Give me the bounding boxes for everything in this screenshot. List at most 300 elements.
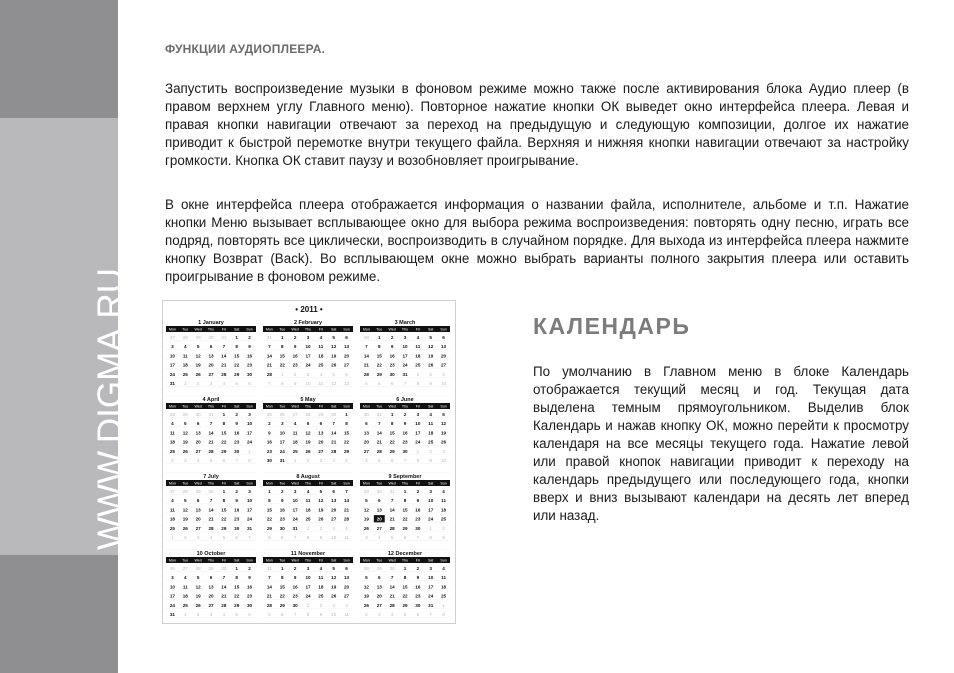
- day-number: 25: [182, 371, 188, 377]
- day-number: 5: [196, 344, 200, 350]
- day-number: 29: [389, 448, 395, 454]
- day-number: 5: [378, 458, 381, 463]
- day-number: 20: [318, 439, 324, 445]
- day-number: 19: [182, 516, 188, 522]
- day-number: 16: [292, 353, 298, 359]
- day-number: 2: [416, 489, 420, 494]
- day-number: 28: [182, 335, 188, 340]
- day-number: 7: [293, 612, 297, 617]
- day-number: 28: [376, 448, 382, 454]
- day-number: 20: [331, 507, 337, 513]
- day-number: 10: [247, 498, 253, 504]
- day-number: 10: [305, 344, 311, 350]
- day-number: 19: [363, 516, 369, 522]
- day-number: 23: [247, 593, 253, 599]
- weekday-label: Fri: [415, 327, 420, 332]
- day-number: 7: [209, 498, 213, 504]
- day-number: 30: [363, 412, 369, 417]
- day-number: 2: [235, 412, 238, 417]
- weekday-label: Sun: [440, 404, 447, 409]
- day-number: 3: [209, 612, 213, 617]
- day-number: 14: [376, 430, 382, 436]
- day-number: 2: [293, 371, 297, 377]
- day-number: 8: [429, 535, 432, 540]
- day-number: 22: [389, 439, 395, 445]
- day-number: 23: [402, 439, 408, 445]
- day-number: 7: [222, 344, 226, 350]
- day-number: 26: [331, 362, 337, 368]
- day-number: 6: [378, 498, 381, 504]
- day-number: 21: [331, 439, 337, 445]
- day-number: 15: [402, 584, 408, 590]
- day-number: 16: [279, 507, 285, 513]
- weekday-label: Thu: [401, 481, 409, 486]
- day-number: 15: [402, 507, 408, 513]
- day-number: 31: [376, 412, 382, 417]
- weekday-label: Tue: [279, 558, 286, 563]
- day-number: 12: [331, 344, 337, 350]
- day-number: 17: [428, 584, 434, 590]
- day-number: 21: [376, 439, 382, 445]
- day-number: 25: [182, 602, 188, 608]
- day-number: 29: [221, 525, 227, 531]
- day-number: 12: [182, 507, 188, 513]
- day-number: 27: [376, 602, 382, 608]
- weekday-label: Thu: [401, 404, 409, 409]
- day-number: 3: [429, 489, 432, 494]
- day-number: 10: [441, 381, 447, 386]
- day-number: 7: [222, 575, 226, 581]
- day-number: 1: [281, 371, 284, 377]
- day-number: 25: [441, 516, 447, 522]
- day-number: 4: [416, 335, 420, 340]
- day-number: 6: [281, 535, 284, 540]
- day-number: 1: [268, 489, 271, 494]
- day-number: 26: [318, 516, 324, 522]
- day-number: 15: [389, 430, 395, 436]
- day-number: 27: [208, 602, 214, 608]
- day-number: 2: [293, 566, 297, 571]
- day-number: 31: [266, 335, 272, 340]
- month-title: 11 November: [290, 551, 326, 557]
- day-number: 30: [234, 448, 240, 454]
- day-number: 5: [332, 371, 335, 377]
- weekday-label: Sat: [234, 404, 240, 409]
- day-number: 31: [208, 412, 214, 417]
- day-number: 4: [429, 412, 432, 417]
- weekday-label: Fri: [318, 404, 323, 409]
- day-number: 14: [208, 430, 214, 436]
- day-number: 28: [221, 602, 227, 608]
- day-number: 7: [365, 344, 368, 350]
- day-number: 5: [365, 575, 368, 581]
- day-number: 16: [415, 507, 421, 513]
- day-number: 18: [441, 507, 447, 513]
- day-number: 7: [403, 381, 407, 386]
- day-number: 5: [345, 458, 348, 463]
- day-number: 10: [415, 421, 421, 427]
- day-number: 27: [344, 593, 350, 599]
- day-number: 16: [389, 353, 395, 359]
- day-number: 13: [441, 344, 447, 350]
- day-number: 16: [247, 353, 253, 359]
- day-number: 29: [376, 371, 382, 377]
- day-number: 14: [389, 507, 395, 513]
- day-number: 4: [319, 335, 323, 340]
- day-number: 5: [332, 566, 335, 571]
- weekday-label: Tue: [376, 404, 383, 409]
- day-number: 31: [279, 458, 285, 463]
- day-number: 24: [428, 516, 434, 522]
- day-number: 14: [221, 353, 227, 359]
- day-number: 11: [318, 344, 324, 350]
- day-number: 2: [442, 525, 445, 531]
- day-number: 11: [182, 584, 188, 590]
- day-number: 19: [195, 362, 201, 368]
- day-number: 14: [331, 430, 337, 436]
- day-number: 12: [428, 344, 434, 350]
- weekday-label: Mon: [362, 327, 370, 332]
- day-number: 2: [429, 448, 432, 454]
- weekday-label: Sat: [428, 481, 434, 486]
- month-title: 2 February: [293, 320, 323, 326]
- day-number: 11: [441, 575, 447, 581]
- day-number: 17: [169, 593, 175, 599]
- day-number: 14: [389, 584, 395, 590]
- day-number: 18: [169, 439, 175, 445]
- day-number: 24: [305, 593, 311, 599]
- day-number: 1: [235, 335, 238, 340]
- day-number: 14: [221, 584, 227, 590]
- weekday-label: Sat: [234, 481, 240, 486]
- day-number: 20: [376, 593, 382, 599]
- day-number: 30: [376, 489, 382, 494]
- weekday-label: Tue: [182, 327, 189, 332]
- day-number: 6: [248, 381, 251, 386]
- day-number: 8: [222, 421, 226, 427]
- day-number: 10: [305, 381, 311, 386]
- month-title: 6 June: [396, 397, 414, 403]
- day-number: 9: [293, 344, 297, 350]
- day-number: 11: [428, 421, 434, 427]
- day-number: 2: [196, 381, 200, 386]
- day-number: 21: [208, 439, 214, 445]
- day-number: 7: [390, 575, 394, 581]
- day-number: 23: [292, 362, 298, 368]
- day-number: 8: [306, 612, 310, 617]
- day-number: 29: [182, 412, 188, 417]
- day-number: 2: [306, 458, 310, 463]
- day-number: 22: [266, 516, 272, 522]
- day-number: 9: [293, 575, 297, 581]
- day-number: 21: [221, 362, 227, 368]
- day-number: 25: [305, 516, 311, 522]
- day-number: 11: [318, 575, 324, 581]
- day-number: 3: [416, 412, 420, 417]
- day-number: 2: [293, 335, 297, 340]
- weekday-label: Mon: [168, 327, 176, 332]
- weekday-label: Tue: [279, 481, 286, 486]
- day-number: 1: [416, 448, 420, 454]
- day-number: 7: [332, 421, 335, 427]
- weekday-label: Sat: [428, 404, 434, 409]
- day-number: 27: [195, 525, 201, 531]
- weekday-label: Wed: [388, 558, 396, 563]
- day-number: 8: [235, 575, 238, 581]
- day-number: 11: [441, 498, 447, 504]
- day-number: 13: [344, 381, 350, 386]
- day-number: 30: [389, 371, 395, 377]
- day-number: 13: [376, 584, 382, 590]
- day-number: 26: [305, 448, 311, 454]
- day-number: 20: [363, 439, 369, 445]
- day-number: 18: [415, 353, 421, 359]
- day-number: 23: [234, 516, 240, 522]
- day-number: 3: [306, 566, 310, 571]
- day-number: 3: [306, 371, 310, 377]
- day-number: 4: [222, 381, 226, 386]
- weekday-label: Wed: [291, 327, 299, 332]
- day-number: 1: [306, 602, 310, 608]
- weekday-label: Wed: [291, 558, 299, 563]
- day-number: 9: [268, 430, 271, 436]
- day-number: 4: [209, 535, 213, 540]
- day-number: 4: [184, 575, 187, 581]
- day-number: 2: [171, 458, 174, 463]
- day-number: 25: [169, 448, 175, 454]
- day-number: 4: [390, 612, 394, 617]
- day-number: 8: [306, 535, 310, 540]
- sidebar: [0, 0, 130, 673]
- audio-paragraph-1: Запустить воспроизведение музыки в фоновом режиме можно также после активирования блока Аудио плеер (в правом верхнем углу Главного меню). Повторное нажатие кнопки ОК выведет окно интерфейса плеера. Левая и правая кнопки навигации отвечают за переход на предыдущую и следующую композиции, долгое их нажатие приводит к быстрой перемотке внутри текущего файла. Верхняя и нижняя кнопки навигации отвечают за настройку громкости. Кнопка ОК ставит паузу и возобновляет проигрывание.: [165, 81, 909, 168]
- day-number: 2: [248, 335, 251, 340]
- day-number: 14: [266, 584, 272, 590]
- weekday-label: Tue: [182, 404, 189, 409]
- day-number: 10: [402, 344, 408, 350]
- day-number: 28: [363, 371, 369, 377]
- weekday-label: Sun: [440, 481, 447, 486]
- day-number: 2: [268, 421, 271, 427]
- day-number: 31: [428, 602, 434, 608]
- weekday-label: Wed: [194, 327, 202, 332]
- weekday-label: Thu: [207, 404, 215, 409]
- day-number: 30: [195, 412, 201, 417]
- day-number: 15: [234, 584, 240, 590]
- calendar-paragraph: По умолчанию в Главном меню в блоке Календарь отображается текущий месяц и год. Текущая дата выделена темным прямоугольником. Выделив блок Календарь и нажав кнопку ОК, можно перейти к просмотру календаря на все месяцы текущего года. Нажатие левой или правой кнопок навигации приводит к переходу на календарь предыдущего или последующего года, кнопки вверх и вниз вызывают календари на десять лет вперед или назад.: [533, 364, 909, 523]
- day-number: 2: [235, 489, 238, 494]
- day-number: 10: [305, 575, 311, 581]
- day-number: 4: [293, 421, 297, 427]
- day-number: 5: [235, 612, 238, 617]
- day-number: 10: [279, 430, 285, 436]
- day-number: 5: [268, 535, 271, 540]
- day-number: 3: [442, 448, 445, 454]
- day-number: 8: [281, 344, 284, 350]
- day-number: 12: [305, 430, 311, 436]
- day-number: 12: [363, 507, 369, 513]
- day-number: 5: [365, 498, 368, 504]
- day-number: 13: [363, 430, 369, 436]
- day-number: 4: [442, 566, 445, 571]
- day-number: 11: [344, 535, 349, 540]
- day-number: 7: [235, 458, 238, 463]
- day-number: 28: [208, 525, 214, 531]
- day-number: 30: [389, 566, 395, 571]
- month-title: 8 August: [296, 474, 320, 480]
- month-title: 9 September: [388, 474, 422, 480]
- day-number: 23: [292, 593, 298, 599]
- site-url-text: WWW.DIGMA.RU: [91, 268, 130, 550]
- day-number: 9: [390, 344, 394, 350]
- day-number: 24: [415, 439, 421, 445]
- day-number: 29: [376, 566, 382, 571]
- day-number: 11: [182, 353, 188, 359]
- day-number: 10: [247, 421, 253, 427]
- day-number: 28: [208, 448, 214, 454]
- audio-paragraph-2: В окне интерфейса плеера отображается информация о названии файла, исполнителе, альбоме и т.п. Нажатие кнопки Меню вызывает всплывающее окно для выбора режима воспроизведения: повторять одну песню, играть все подряд, повторять все циклически, воспроизводить в случайном порядке. Для выхода из интерфейса плеера нажмите кнопку Возврат (Back). Во всплывающем окне можно выбрать варианты полного закрытия плеера или оставить проигрывание в фоновом режиме.: [165, 197, 909, 284]
- day-number: 13: [195, 430, 201, 436]
- day-number: 31: [292, 525, 298, 531]
- day-number: 9: [319, 535, 323, 540]
- weekday-label: Thu: [207, 327, 215, 332]
- day-number: 2: [184, 535, 187, 540]
- day-number: 1: [378, 335, 381, 340]
- day-number: 4: [345, 525, 348, 531]
- day-number: 30: [247, 602, 253, 608]
- day-number: 2: [196, 612, 200, 617]
- day-number: 6: [281, 612, 284, 617]
- day-number: 5: [184, 498, 187, 504]
- day-number: 3: [319, 458, 323, 463]
- day-number: 1: [281, 335, 284, 340]
- day-number: 1: [281, 566, 284, 571]
- day-number: 9: [293, 381, 297, 386]
- day-number: 20: [208, 593, 214, 599]
- weekday-label: Thu: [304, 481, 312, 486]
- day-number: 31: [169, 381, 175, 386]
- day-number: 7: [378, 421, 381, 427]
- weekday-label: Mon: [265, 327, 273, 332]
- day-number: 1: [390, 412, 394, 417]
- day-number: 25: [415, 362, 421, 368]
- weekday-label: Mon: [265, 404, 273, 409]
- day-number: 9: [416, 498, 420, 504]
- weekday-label: Fri: [318, 558, 323, 563]
- day-number: 7: [268, 344, 271, 350]
- day-number: 11: [292, 430, 298, 436]
- day-number: 26: [363, 525, 369, 531]
- day-number: 27: [344, 362, 350, 368]
- weekday-label: Thu: [304, 404, 312, 409]
- day-number: 1: [416, 371, 420, 377]
- day-number: 1: [403, 489, 407, 494]
- day-number: 9: [235, 421, 238, 427]
- day-number: 3: [171, 344, 174, 350]
- day-number: 21: [344, 507, 350, 513]
- day-number: 17: [247, 507, 253, 513]
- day-number: 1: [222, 412, 226, 417]
- day-number: 5: [390, 535, 394, 540]
- day-number: 23: [279, 516, 285, 522]
- day-number: 17: [402, 353, 408, 359]
- day-number: 3: [293, 489, 297, 494]
- day-number: 21: [221, 593, 227, 599]
- day-number: 30: [247, 371, 253, 377]
- day-number: 29: [344, 448, 350, 454]
- weekday-label: Sun: [246, 404, 253, 409]
- day-number: 29: [208, 566, 214, 571]
- day-number: 11: [169, 430, 175, 436]
- day-number: 3: [332, 602, 335, 608]
- day-number: 9: [416, 575, 420, 581]
- day-number: 30: [234, 525, 240, 531]
- day-number: 2: [390, 335, 394, 340]
- day-number: 19: [331, 353, 337, 359]
- weekday-label: Sun: [246, 327, 253, 332]
- day-number: 6: [319, 421, 323, 427]
- weekday-label: Sat: [428, 558, 434, 563]
- day-number: 11: [169, 507, 175, 513]
- day-number: 6: [209, 575, 213, 581]
- weekday-label: Fri: [415, 558, 420, 563]
- day-number: 16: [234, 430, 240, 436]
- weekday-label: Mon: [362, 481, 370, 486]
- day-number: 21: [266, 362, 272, 368]
- weekday-label: Sun: [343, 327, 350, 332]
- day-number: 30: [292, 602, 298, 608]
- day-number: 6: [345, 566, 348, 571]
- day-number: 1: [184, 612, 187, 617]
- day-number: 28: [344, 516, 350, 522]
- day-number: 16: [234, 507, 240, 513]
- day-number: 24: [169, 602, 175, 608]
- day-number: 10: [169, 584, 175, 590]
- day-number: 26: [182, 525, 188, 531]
- weekday-label: Mon: [168, 404, 176, 409]
- day-number: 29: [279, 602, 285, 608]
- day-number: 1: [345, 412, 348, 417]
- day-number: 4: [442, 489, 445, 494]
- day-number: 28: [169, 412, 175, 417]
- day-number: 31: [402, 371, 408, 377]
- day-number: 7: [268, 575, 271, 581]
- day-number: 6: [345, 335, 348, 340]
- day-number: 24: [169, 371, 175, 377]
- audio-section-title: ФУНКЦИИ АУДИОПЛЕЕРА.: [165, 42, 326, 56]
- day-number: 6: [209, 344, 213, 350]
- day-number: 9: [442, 535, 445, 540]
- day-number: 28: [182, 489, 188, 494]
- day-number: 28: [195, 566, 201, 571]
- day-number: 26: [279, 412, 285, 417]
- day-number: 9: [429, 381, 432, 386]
- day-number: 10: [428, 575, 434, 581]
- day-number: 31: [266, 566, 272, 571]
- day-number: 14: [344, 498, 350, 504]
- weekday-label: Mon: [168, 558, 176, 563]
- day-number: 8: [345, 421, 348, 427]
- day-number: 2: [365, 612, 368, 617]
- day-number: 8: [416, 458, 420, 463]
- day-number: 21: [389, 593, 395, 599]
- day-number: 3: [378, 612, 381, 617]
- weekday-label: Thu: [401, 327, 409, 332]
- day-number: 5: [442, 412, 445, 417]
- day-number: 19: [318, 507, 324, 513]
- day-number: 18: [305, 507, 311, 513]
- day-number: 19: [182, 439, 188, 445]
- day-number: 19: [441, 430, 447, 436]
